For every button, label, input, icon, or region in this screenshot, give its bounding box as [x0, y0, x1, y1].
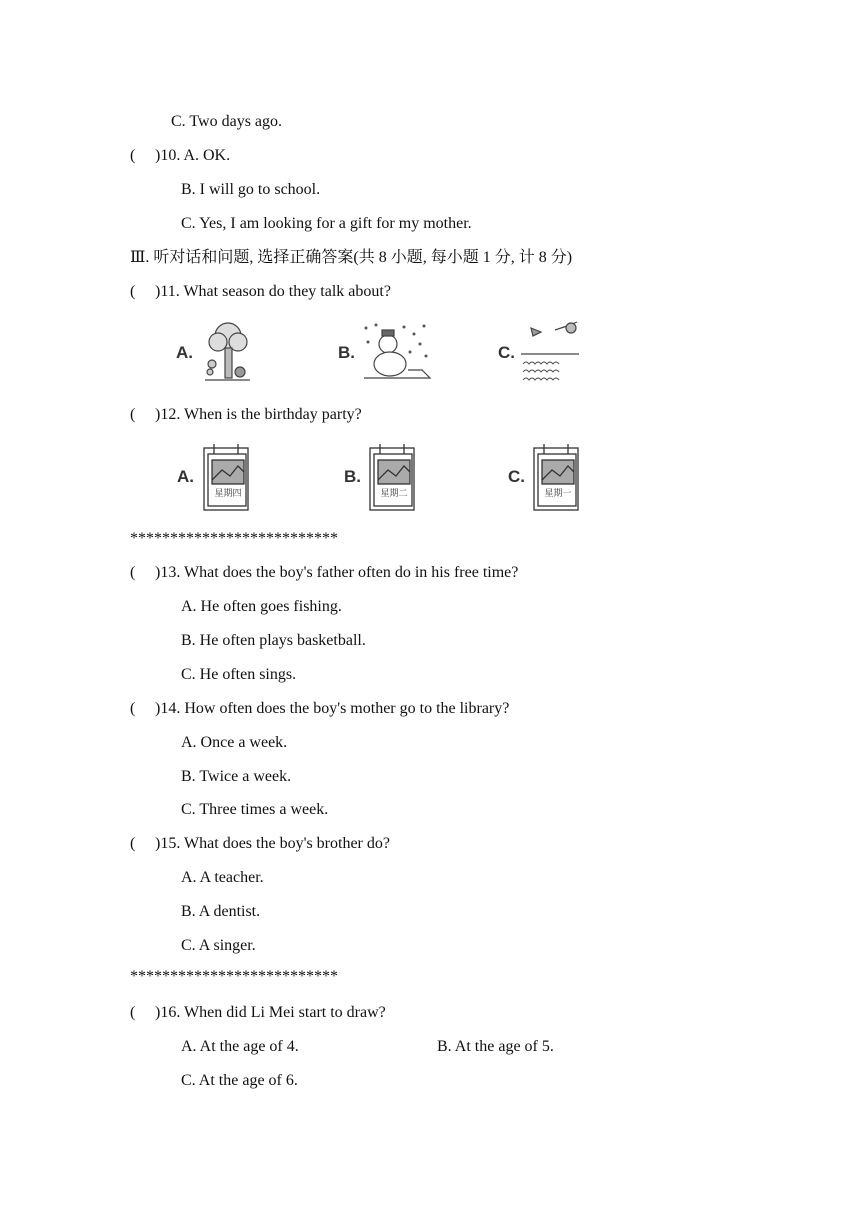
separator-line: **************************: [130, 968, 338, 985]
tree-icon: [200, 320, 255, 386]
calendar-icon: [366, 440, 420, 512]
q10-option-c: C. Yes, I am looking for a gift for my mother.: [181, 215, 472, 232]
snowman-icon: [360, 322, 432, 382]
q10-stem: )10. A. OK.: [155, 147, 231, 164]
q16-answer-bracket[interactable]: (: [130, 1004, 136, 1021]
calendar-day-text: 星期二: [380, 489, 408, 499]
q14-stem: )14. How often does the boy's mother go to the library?: [155, 700, 510, 717]
q12-label-b: B.: [344, 467, 361, 486]
q13-option-c: C. He often sings.: [181, 666, 297, 683]
q10-answer-bracket[interactable]: (: [130, 147, 136, 164]
q12-label-a: A.: [177, 467, 194, 486]
q14-option-a: A. Once a week.: [181, 734, 288, 751]
q13-answer-bracket[interactable]: (: [130, 564, 136, 581]
spring-field-icon: [519, 320, 581, 388]
q16-stem: )16. When did Li Mei start to draw?: [155, 1004, 386, 1021]
q13-stem: )13. What does the boy's father often do in his free time?: [155, 564, 519, 581]
q16-option-c: C. At the age of 6.: [181, 1072, 298, 1089]
q10-option-b: B. I will go to school.: [181, 181, 321, 198]
calendar-day-text: 星期一: [544, 489, 572, 499]
q13-option-a: A. He often goes fishing.: [181, 598, 342, 615]
q15-option-b: B. A dentist.: [181, 903, 261, 920]
q11-stem: )11. What season do they talk about?: [155, 283, 391, 300]
q11-label-c: C.: [498, 343, 515, 362]
q15-option-a: A. A teacher.: [181, 869, 264, 886]
q12-stem: )12. When is the birthday party?: [155, 406, 362, 423]
q14-option-c: C. Three times a week.: [181, 801, 329, 818]
q9-option-c: C. Two days ago.: [171, 113, 283, 130]
calendar-icon: [530, 440, 584, 512]
section-3-heading: Ⅲ. 听对话和问题, 选择正确答案(共 8 小题, 每小题 1 分, 计 8 分): [130, 249, 573, 266]
q14-answer-bracket[interactable]: (: [130, 700, 136, 717]
q12-label-c: C.: [508, 467, 525, 486]
q15-option-c: C. A singer.: [181, 937, 256, 954]
q12-answer-bracket[interactable]: (: [130, 406, 136, 423]
q11-label-b: B.: [338, 343, 355, 362]
calendar-day-text: 星期四: [214, 489, 242, 499]
q16-option-a: A. At the age of 4.: [181, 1038, 299, 1055]
q11-answer-bracket[interactable]: (: [130, 283, 136, 300]
q16-option-b: B. At the age of 5.: [437, 1038, 554, 1055]
q15-stem: )15. What does the boy's brother do?: [155, 835, 390, 852]
q15-answer-bracket[interactable]: (: [130, 835, 136, 852]
separator-line: **************************: [130, 530, 338, 547]
q11-label-a: A.: [176, 343, 193, 362]
calendar-icon: [200, 440, 254, 512]
q13-option-b: B. He often plays basketball.: [181, 632, 366, 649]
q14-option-b: B. Twice a week.: [181, 768, 292, 785]
